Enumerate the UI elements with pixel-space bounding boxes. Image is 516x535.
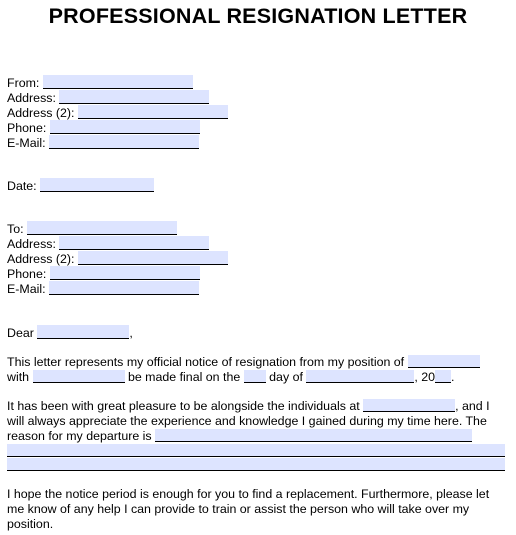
salutation-label: Dear [7,326,34,340]
para2-line1 [7,399,490,414]
para1-line2 [7,370,455,385]
reason-field-3[interactable] [7,458,505,471]
salutation-name-field[interactable] [37,325,129,339]
document-title: PROFESSIONAL RESIGNATION LETTER [48,4,468,28]
sender-address-label: Address: [7,91,56,105]
reason-field-2[interactable] [7,444,505,457]
para1-text: This letter represents my official notice of resignation from my position of [7,355,405,369]
para2-text-a: It has been with great pleasure to be alongside the individuals at [7,399,360,413]
date-row [7,178,154,194]
recipient-email-label: E-Mail: [7,282,46,296]
para2-line2 [7,414,487,429]
sender-phone-label: Phone: [7,121,47,135]
para1-day-text: day of [269,370,303,384]
month-field[interactable] [306,370,414,383]
sender-address-row [7,90,209,106]
reason-field-1[interactable] [155,429,472,442]
recipient-phone-row [7,266,200,282]
para3-line3: position. [7,517,54,531]
sender-email-row [7,135,199,151]
recipient-address2-field[interactable] [78,251,228,265]
para2-text-d: reason for my departure is [7,429,152,443]
para2-text-c: will always appreciate the experience and knowledge I gained during my time here. The [7,414,487,428]
from-label: From: [7,76,40,90]
sender-address-field[interactable] [59,90,209,104]
recipient-phone-label: Phone: [7,267,47,281]
company-field[interactable] [33,370,125,383]
day-field[interactable] [244,370,266,383]
para2-text-b: , and I [455,399,490,413]
recipient-address-row [7,236,209,252]
organization-field[interactable] [363,399,455,412]
sender-address2-field[interactable] [78,105,228,119]
sender-phone-row [7,120,200,136]
para1-year-text: , 20 [414,370,436,384]
para1-with-text: with [7,370,30,384]
para2-line3 [7,429,472,444]
date-label: Date: [7,179,37,193]
recipient-address-field[interactable] [59,236,209,250]
sender-email-field[interactable] [49,135,199,149]
sender-email-label: E-Mail: [7,136,46,150]
salutation-row [7,325,133,341]
to-row [7,221,177,237]
para3-line1: I hope the notice period is enough for you to find a replacement. Furthermore, please let [7,487,490,501]
recipient-email-field[interactable] [49,281,199,295]
to-label: To: [7,222,24,236]
sender-address2-label: Address (2): [7,106,75,120]
date-field[interactable] [40,178,154,192]
para3-line2: me know of any help I can provide to train or assist the person who will take over my [7,502,470,516]
recipient-phone-field[interactable] [50,266,200,280]
to-field[interactable] [27,221,177,235]
sender-address2-row [7,105,228,121]
sender-phone-field[interactable] [50,120,200,134]
recipient-address-label: Address: [7,237,56,251]
recipient-email-row [7,281,199,297]
para1-period: . [451,370,455,384]
recipient-address2-label: Address (2): [7,252,75,266]
position-field[interactable] [408,355,480,368]
salutation-comma: , [129,326,133,340]
recipient-address2-row [7,251,228,267]
from-row [7,75,193,91]
year-field[interactable] [435,370,451,383]
from-field[interactable] [43,75,193,89]
para1-final-text: be made final on the [127,370,241,384]
para1-line1 [7,355,480,370]
